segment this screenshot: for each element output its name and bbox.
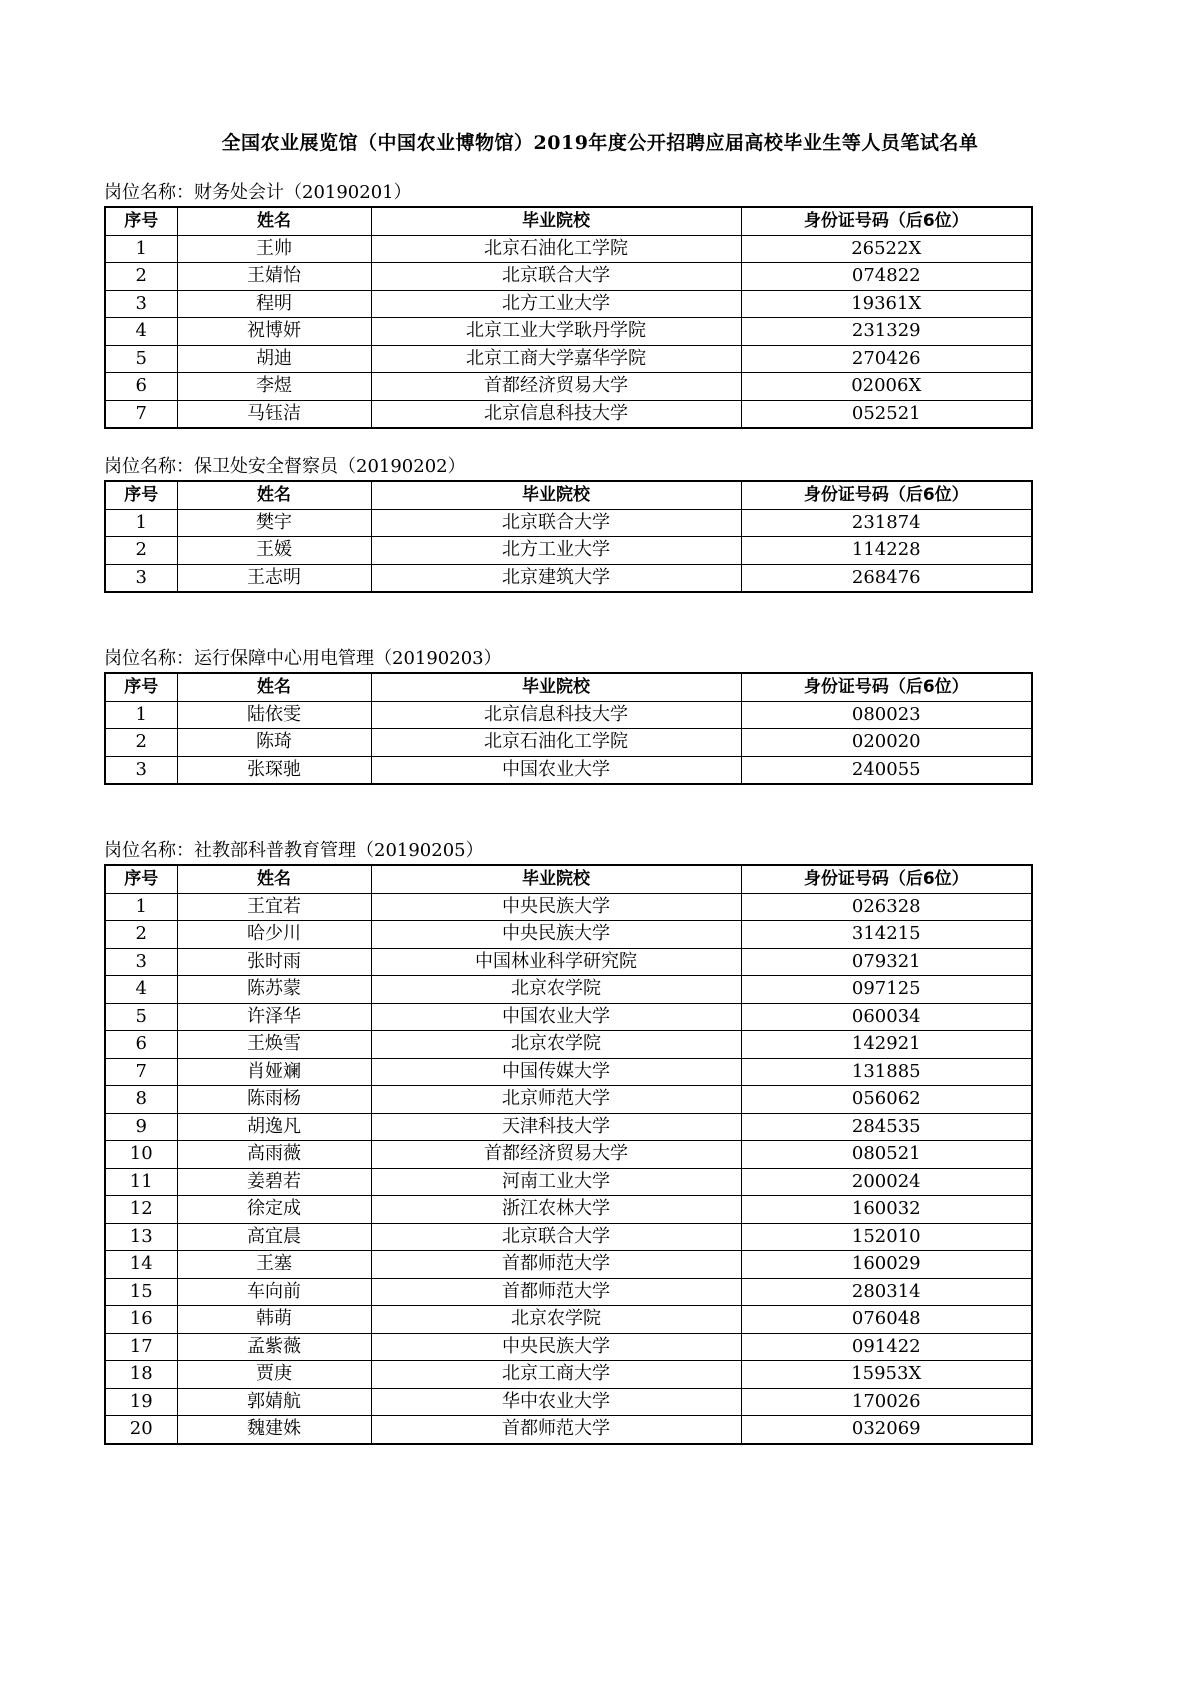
cell-school: 北方工业大学 [371, 290, 741, 318]
table-row [105, 318, 1032, 346]
cell-id: 131885 [741, 1058, 1032, 1086]
table-row [105, 1416, 1032, 1444]
table-row [105, 564, 1032, 592]
cell-index: 3 [105, 564, 177, 592]
cell-name: 胡迪 [177, 345, 371, 373]
cell-school: 北京信息科技大学 [371, 701, 741, 729]
cell-id: 056062 [741, 1086, 1032, 1114]
cell-index: 17 [105, 1333, 177, 1361]
col-header-name: 姓名 [177, 481, 371, 509]
post-name: 岗位名称：运行保障中心用电管理（20190203） [104, 648, 502, 669]
col-header-id: 身份证号码（后6位） [741, 207, 1032, 235]
cell-id: 19361X [741, 290, 1032, 318]
cell-id: 200024 [741, 1168, 1032, 1196]
cell-name: 王焕雪 [177, 1031, 371, 1059]
cell-school: 北京信息科技大学 [371, 400, 741, 428]
cell-name: 哈少川 [177, 921, 371, 949]
cell-school: 中国林业科学研究院 [371, 948, 741, 976]
col-header-index: 序号 [105, 865, 177, 893]
cell-school: 中国农业大学 [371, 1003, 741, 1031]
cell-index: 7 [105, 1058, 177, 1086]
cell-name: 魏建姝 [177, 1416, 371, 1444]
table-row [105, 1168, 1032, 1196]
table-row [105, 1333, 1032, 1361]
cell-school: 中央民族大学 [371, 921, 741, 949]
cell-id: 079321 [741, 948, 1032, 976]
cell-name: 张琛驰 [177, 756, 371, 784]
cell-index: 6 [105, 1031, 177, 1059]
table-row [105, 1223, 1032, 1251]
cell-index: 13 [105, 1223, 177, 1251]
cell-school: 中国农业大学 [371, 756, 741, 784]
cell-index: 9 [105, 1113, 177, 1141]
cell-name: 王婧怡 [177, 263, 371, 291]
cell-school: 首都经济贸易大学 [371, 1141, 741, 1169]
cell-name: 郭婧航 [177, 1388, 371, 1416]
cell-school: 北京工商大学嘉华学院 [371, 345, 741, 373]
cell-name: 陆依雯 [177, 701, 371, 729]
cell-index: 2 [105, 263, 177, 291]
cell-school: 北方工业大学 [371, 537, 741, 565]
cell-index: 2 [105, 921, 177, 949]
cell-name: 王帅 [177, 235, 371, 263]
cell-school: 北京农学院 [371, 1031, 741, 1059]
cell-name: 贾庚 [177, 1361, 371, 1389]
table-row [105, 373, 1032, 401]
cell-index: 16 [105, 1306, 177, 1334]
table-row [105, 1361, 1032, 1389]
cell-index: 10 [105, 1141, 177, 1169]
table-row [105, 1003, 1032, 1031]
cell-index: 8 [105, 1086, 177, 1114]
table-header [105, 865, 1032, 893]
cell-name: 胡逸凡 [177, 1113, 371, 1141]
col-header-school: 毕业院校 [371, 481, 741, 509]
cell-id: 114228 [741, 537, 1032, 565]
table-row [105, 893, 1032, 921]
cell-name: 陈雨杨 [177, 1086, 371, 1114]
cell-index: 1 [105, 893, 177, 921]
cell-school: 北京农学院 [371, 1306, 741, 1334]
table-row [105, 1306, 1032, 1334]
candidate-table [104, 672, 1033, 785]
cell-index: 4 [105, 318, 177, 346]
cell-id: 280314 [741, 1278, 1032, 1306]
cell-school: 首都师范大学 [371, 1278, 741, 1306]
cell-index: 5 [105, 345, 177, 373]
cell-school: 北京石油化工学院 [371, 235, 741, 263]
cell-index: 7 [105, 400, 177, 428]
section-security [104, 454, 1031, 593]
cell-id: 026328 [741, 893, 1032, 921]
cell-school: 首都师范大学 [371, 1416, 741, 1444]
cell-name: 张时雨 [177, 948, 371, 976]
cell-id: 26522X [741, 235, 1032, 263]
cell-id: 080023 [741, 701, 1032, 729]
post-name: 岗位名称：社教部科普教育管理（20190205） [104, 840, 484, 861]
cell-school: 中央民族大学 [371, 893, 741, 921]
cell-school: 北京师范大学 [371, 1086, 741, 1114]
cell-id: 160029 [741, 1251, 1032, 1279]
cell-index: 6 [105, 373, 177, 401]
col-header-index: 序号 [105, 673, 177, 701]
cell-index: 15 [105, 1278, 177, 1306]
table-row [105, 921, 1032, 949]
cell-school: 中国传媒大学 [371, 1058, 741, 1086]
cell-id: 060034 [741, 1003, 1032, 1031]
table-row [105, 1141, 1032, 1169]
cell-school: 河南工业大学 [371, 1168, 741, 1196]
cell-school: 北京农学院 [371, 976, 741, 1004]
cell-name: 祝博妍 [177, 318, 371, 346]
cell-index: 18 [105, 1361, 177, 1389]
cell-name: 陈琦 [177, 729, 371, 757]
cell-name: 王志明 [177, 564, 371, 592]
col-header-school: 毕业院校 [371, 207, 741, 235]
table-row [105, 729, 1032, 757]
candidate-table [104, 206, 1033, 429]
cell-name: 樊宇 [177, 509, 371, 537]
col-header-index: 序号 [105, 207, 177, 235]
cell-id: 142921 [741, 1031, 1032, 1059]
cell-id: 080521 [741, 1141, 1032, 1169]
cell-name: 孟紫薇 [177, 1333, 371, 1361]
cell-id: 284535 [741, 1113, 1032, 1141]
col-header-id: 身份证号码（后6位） [741, 481, 1032, 509]
cell-school: 首都经济贸易大学 [371, 373, 741, 401]
cell-id: 076048 [741, 1306, 1032, 1334]
col-header-index: 序号 [105, 481, 177, 509]
table-header [105, 673, 1032, 701]
cell-index: 19 [105, 1388, 177, 1416]
section-finance [104, 180, 1031, 429]
table-row [105, 1278, 1032, 1306]
cell-name: 韩萌 [177, 1306, 371, 1334]
table-row [105, 756, 1032, 784]
cell-id: 270426 [741, 345, 1032, 373]
cell-index: 3 [105, 948, 177, 976]
table-header [105, 481, 1032, 509]
cell-index: 12 [105, 1196, 177, 1224]
cell-name: 高宜晨 [177, 1223, 371, 1251]
cell-id: 314215 [741, 921, 1032, 949]
col-header-name: 姓名 [177, 207, 371, 235]
cell-name: 许泽华 [177, 1003, 371, 1031]
cell-index: 2 [105, 537, 177, 565]
cell-school: 中央民族大学 [371, 1333, 741, 1361]
cell-school: 天津科技大学 [371, 1113, 741, 1141]
cell-id: 02006X [741, 373, 1032, 401]
table-row [105, 1388, 1032, 1416]
col-header-school: 毕业院校 [371, 865, 741, 893]
cell-index: 3 [105, 290, 177, 318]
cell-name: 马钰洁 [177, 400, 371, 428]
cell-index: 20 [105, 1416, 177, 1444]
cell-name: 陈苏蒙 [177, 976, 371, 1004]
cell-index: 14 [105, 1251, 177, 1279]
cell-name: 王宜若 [177, 893, 371, 921]
col-header-id: 身份证号码（后6位） [741, 673, 1032, 701]
cell-name: 程明 [177, 290, 371, 318]
candidate-table [104, 480, 1033, 593]
cell-school: 华中农业大学 [371, 1388, 741, 1416]
candidate-table [104, 864, 1033, 1445]
table-row [105, 1058, 1032, 1086]
cell-id: 170026 [741, 1388, 1032, 1416]
cell-school: 首都师范大学 [371, 1251, 741, 1279]
table-row [105, 537, 1032, 565]
cell-index: 2 [105, 729, 177, 757]
table-row [105, 1251, 1032, 1279]
table-row [105, 235, 1032, 263]
table-row [105, 976, 1032, 1004]
section-power [104, 646, 1031, 785]
cell-index: 4 [105, 976, 177, 1004]
cell-id: 032069 [741, 1416, 1032, 1444]
post-name: 岗位名称：财务处会计（20190201） [104, 182, 412, 203]
table-row [105, 701, 1032, 729]
table-row [105, 400, 1032, 428]
cell-id: 160032 [741, 1196, 1032, 1224]
post-name: 岗位名称：保卫处安全督察员（20190202） [104, 456, 466, 477]
cell-name: 李煜 [177, 373, 371, 401]
cell-id: 231329 [741, 318, 1032, 346]
cell-school: 北京联合大学 [371, 263, 741, 291]
table-row [105, 509, 1032, 537]
table-row [105, 345, 1032, 373]
cell-school: 北京石油化工学院 [371, 729, 741, 757]
cell-index: 1 [105, 701, 177, 729]
cell-name: 王媛 [177, 537, 371, 565]
table-row [105, 948, 1032, 976]
cell-name: 肖娅斓 [177, 1058, 371, 1086]
col-header-name: 姓名 [177, 673, 371, 701]
cell-id: 020020 [741, 729, 1032, 757]
cell-id: 152010 [741, 1223, 1032, 1251]
cell-school: 北京联合大学 [371, 1223, 741, 1251]
cell-id: 097125 [741, 976, 1032, 1004]
cell-id: 240055 [741, 756, 1032, 784]
col-header-id: 身份证号码（后6位） [741, 865, 1032, 893]
table-row [105, 1086, 1032, 1114]
page-title: 全国农业展览馆（中国农业博物馆）2019年度公开招聘应届高校毕业生等人员笔试名单 [221, 132, 979, 154]
section-education [104, 838, 1031, 1445]
table-header [105, 207, 1032, 235]
cell-school: 北京联合大学 [371, 509, 741, 537]
cell-name: 徐定成 [177, 1196, 371, 1224]
table-row [105, 290, 1032, 318]
table-row [105, 1196, 1032, 1224]
cell-id: 268476 [741, 564, 1032, 592]
col-header-school: 毕业院校 [371, 673, 741, 701]
cell-index: 5 [105, 1003, 177, 1031]
cell-index: 1 [105, 235, 177, 263]
cell-id: 15953X [741, 1361, 1032, 1389]
table-row [105, 1031, 1032, 1059]
cell-school: 北京工商大学 [371, 1361, 741, 1389]
cell-name: 姜碧若 [177, 1168, 371, 1196]
cell-index: 3 [105, 756, 177, 784]
cell-school: 北京建筑大学 [371, 564, 741, 592]
table-row [105, 263, 1032, 291]
cell-name: 高雨薇 [177, 1141, 371, 1169]
table-row [105, 1113, 1032, 1141]
cell-id: 231874 [741, 509, 1032, 537]
cell-id: 091422 [741, 1333, 1032, 1361]
cell-index: 1 [105, 509, 177, 537]
col-header-name: 姓名 [177, 865, 371, 893]
cell-id: 052521 [741, 400, 1032, 428]
cell-id: 074822 [741, 263, 1032, 291]
cell-name: 车向前 [177, 1278, 371, 1306]
cell-index: 11 [105, 1168, 177, 1196]
cell-school: 北京工业大学耿丹学院 [371, 318, 741, 346]
cell-name: 王塞 [177, 1251, 371, 1279]
cell-school: 浙江农林大学 [371, 1196, 741, 1224]
